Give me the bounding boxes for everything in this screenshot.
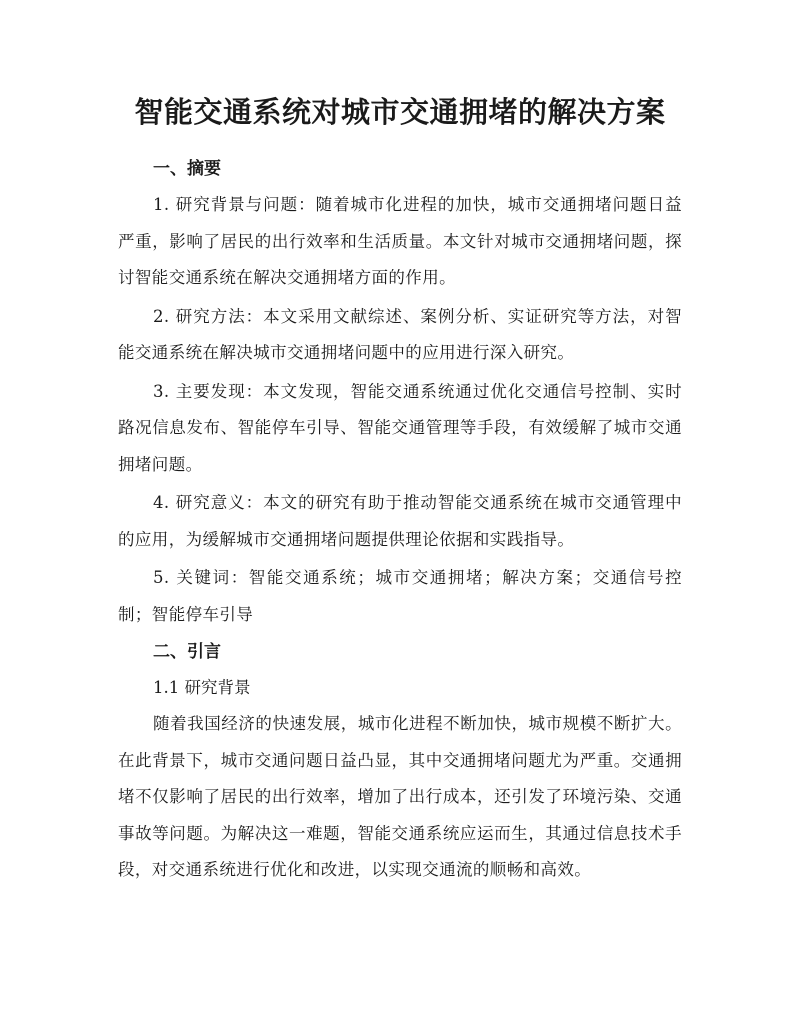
abstract-item-2: 2. 研究方法：本文采用文献综述、案例分析、实证研究等方法，对智能交通系统在解决城市交通拥堵问题中的应用进行深入研究。 bbox=[118, 306, 682, 362]
abstract-item-1: 1. 研究背景与问题：随着城市化进程的加快，城市交通拥堵问题日益严重，影响了居民的出行效率和生活质量。本文针对城市交通拥堵问题，探讨智能交通系统在解决交通拥堵方面的作用。 bbox=[118, 195, 682, 287]
document-title: 智能交通系统对城市交通拥堵的解决方案 bbox=[134, 95, 666, 129]
abstract-item-5: 5. 关键词：智能交通系统；城市交通拥堵；解决方案；交通信号控制；智能停车引导 bbox=[118, 568, 682, 624]
section-heading-abstract: 一、摘要 bbox=[153, 159, 221, 179]
abstract-item-3: 3. 主要发现：本文发现，智能交通系统通过优化交通信号控制、实时路况信息发布、智能停车引导、智能交通管理等手段，有效缓解了城市交通拥堵问题。 bbox=[118, 381, 682, 474]
abstract-item-4: 4. 研究意义：本文的研究有助于推动智能交通系统在城市交通管理中的应用，为缓解城市交通拥堵问题提供理论依据和实践指导。 bbox=[118, 493, 682, 549]
subsection-heading-background: 1.1 研究背景 bbox=[153, 678, 251, 697]
section-heading-introduction: 二、引言 bbox=[153, 642, 221, 662]
introduction-paragraph: 随着我国经济的快速发展，城市化进程不断加快，城市规模不断扩大。在此背景下，城市交通问题日益凸显，其中交通拥堵问题尤为严重。交通拥堵不仅影响了居民的出行效率，增加了出行成本，还引发了环境污染、交通事故等问题。为解决这一难题，智能交通系统应运而生，其通过信息技术手段，对交通系统进行优化和改进，以实现交通流的顺畅和高效。 bbox=[118, 714, 682, 879]
